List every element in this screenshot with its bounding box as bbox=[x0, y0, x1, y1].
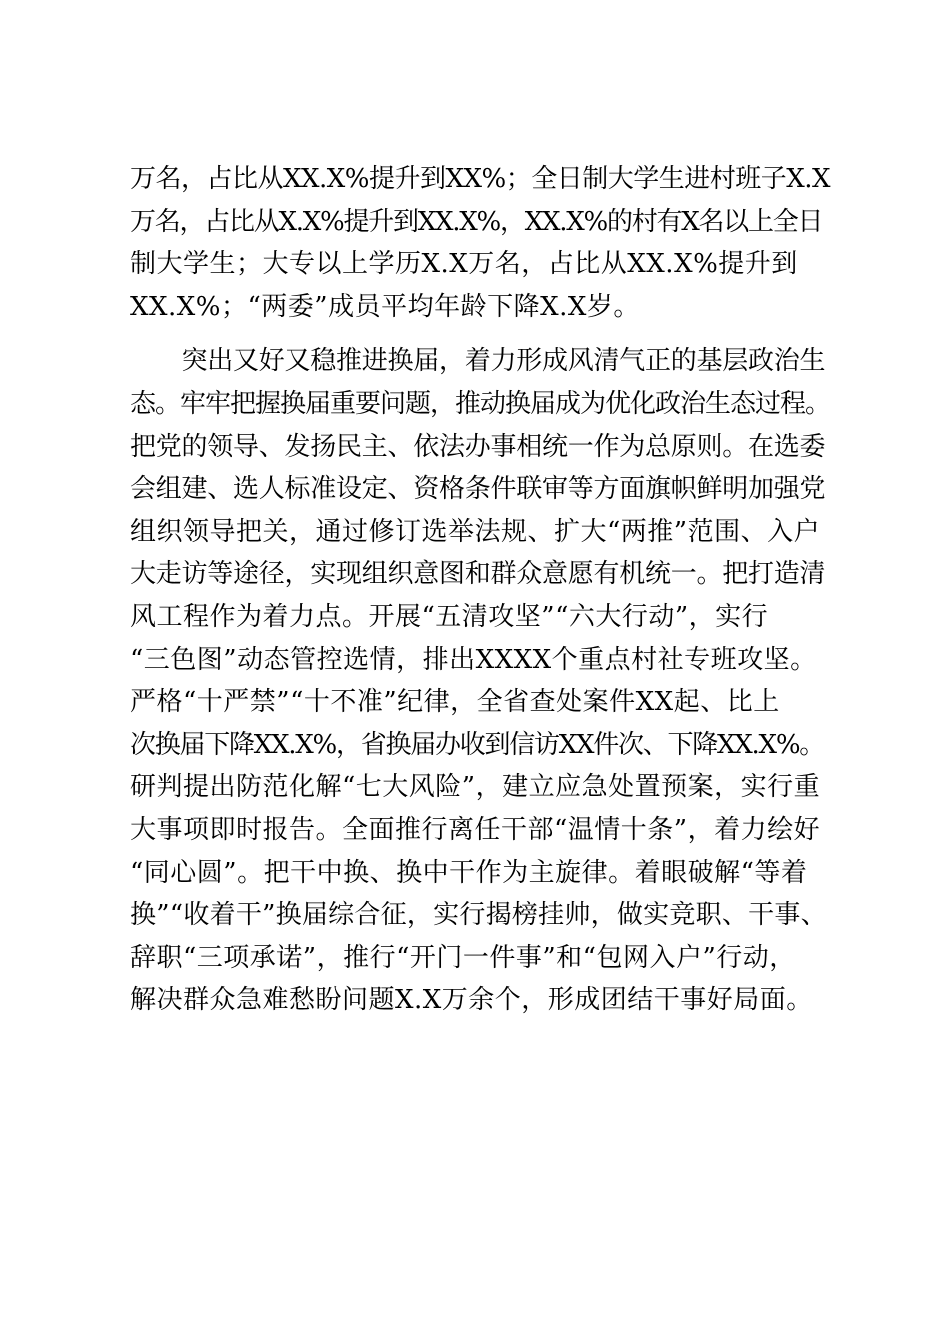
paragraph-line: 大走访等途径，实现组织意图和群众意愿有机统一。把打造清 bbox=[130, 559, 826, 590]
paragraph-line: 会组建、选人标准设定、资格条件联审等方面旗帜鲜明加强党 bbox=[130, 474, 826, 505]
paragraph-line: XX.X%；“两委”成员平均年龄下降X.X岁。 bbox=[130, 291, 640, 322]
paragraph-gap bbox=[130, 328, 830, 340]
document-body bbox=[130, 158, 830, 1022]
paragraph-1 bbox=[130, 158, 830, 328]
paragraph-line: 把党的领导、发扬民主、依法办事相统一作为总原则。在选委 bbox=[130, 431, 826, 462]
paragraph-line: 辞职“三项承诺”，推行“开门一件事”和“包网入户”行动， bbox=[130, 942, 796, 973]
paragraph-line: 大事项即时报告。全面推行离任干部“温情十条”，着力绘好 bbox=[130, 814, 821, 845]
paragraph-line: 万名，占比从X.X%提升到XX.X%，XX.X%的村有X名以上全日 bbox=[130, 206, 823, 237]
paragraph-line: “三色图”动态管控选情，排出XXXX个重点村社专班攻坚。 bbox=[130, 644, 817, 675]
paragraph-line: “同心圆”。把干中换、换中干作为主旋律。着眼破解“等着 bbox=[130, 857, 808, 888]
paragraph-2 bbox=[130, 340, 830, 1022]
paragraph-line: 制大学生；大专以上学历X.X万名，占比从XX.X%提升到 bbox=[130, 249, 798, 280]
paragraph-line: 万名，占比从XX.X%提升到XX%；全日制大学生进村班子X.X bbox=[130, 164, 831, 194]
paragraph-line: 风工程作为着力点。开展“五清攻坚”“六大行动”，实行 bbox=[130, 601, 769, 632]
paragraph-line: 解决群众急难愁盼问题X.X万余个，形成团结干事好局面。 bbox=[130, 985, 813, 1016]
paragraph-line: 态。牢牢把握换届重要问题，推动换届成为优化政治生态过程。 bbox=[130, 388, 831, 419]
paragraph-line: 突出又好又稳推进换届，着力形成风清气正的基层政治生 bbox=[130, 346, 826, 377]
paragraph-line: 研判提出防范化解“七大风险”，建立应急处置预案，实行重 bbox=[130, 772, 821, 803]
paragraph-line: 组织领导把关，通过修订选举法规、扩大“两推”范围、入户 bbox=[130, 516, 821, 547]
paragraph-line: 严格“十严禁”“十不准”纪律，全省查处案件XX起、比上 bbox=[130, 687, 780, 718]
paragraph-line: 次换届下降XX.X%，省换届办收到信访XX件次、下降XX.X%。 bbox=[130, 729, 825, 760]
paragraph-line: 换”“收着干”换届综合征，实行揭榜挂帅，做实竞职、干事、 bbox=[130, 900, 827, 931]
